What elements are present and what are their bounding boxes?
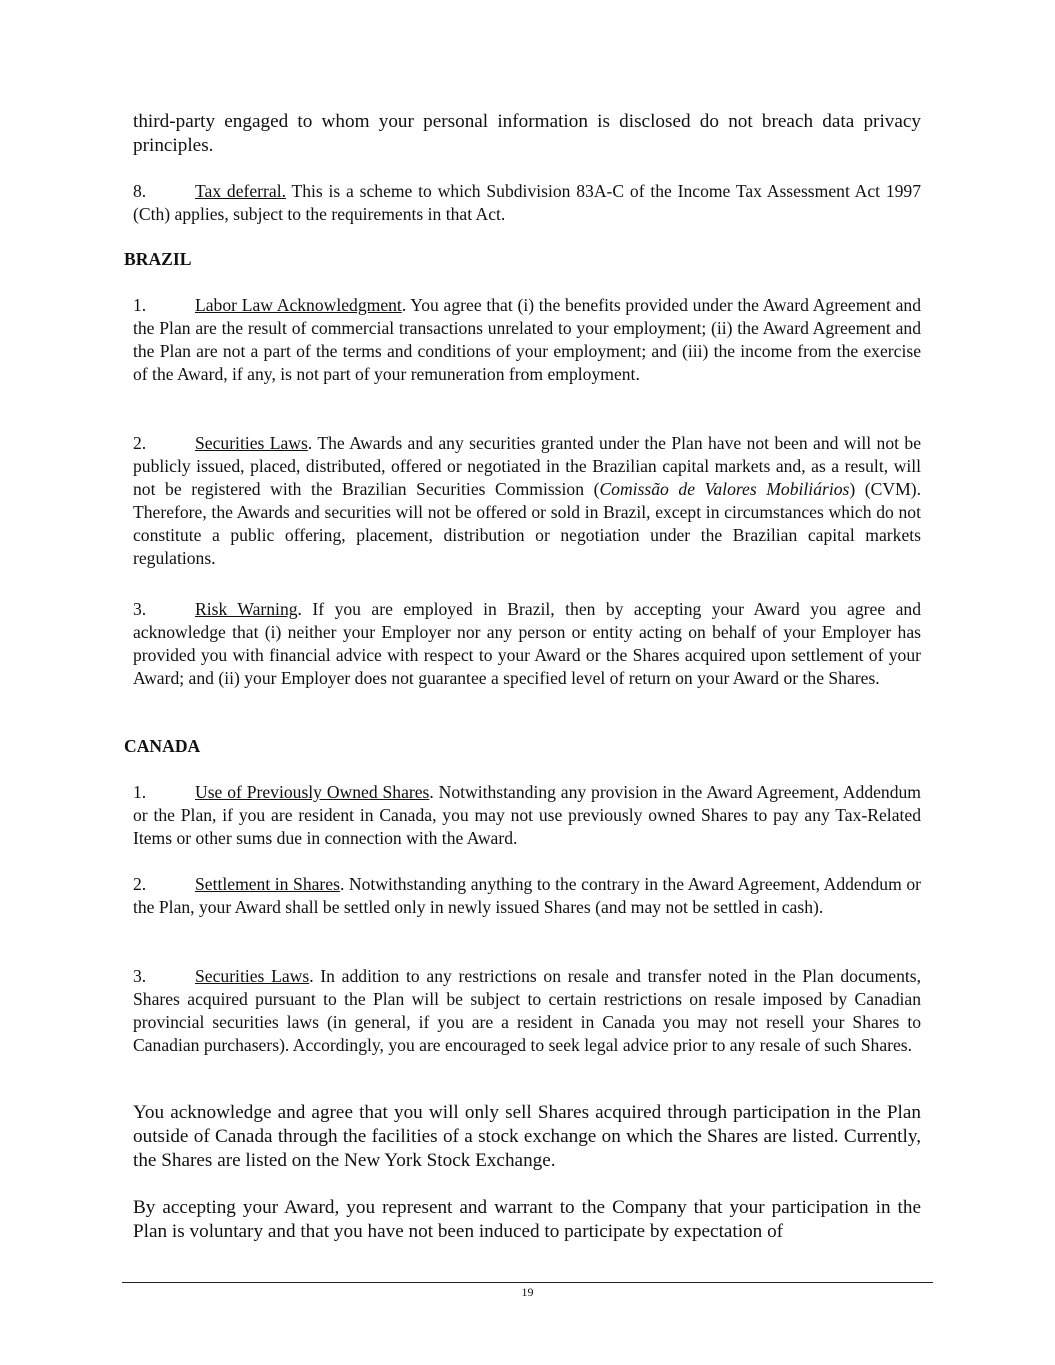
page-number: 19	[521, 1285, 534, 1299]
brazil-item-2	[133, 432, 921, 570]
brazil-heading: BRAZIL	[124, 249, 192, 269]
footer-rule	[122, 1282, 933, 1283]
section-body: . The Awards and any securities granted under the Plan have not been and will not be publicly issued, placed, distributed, offered or negotiated in the Brazilian capital markets and, as a result, will not be registered with the Brazilian Securities Commission (	[133, 433, 922, 499]
canada-item-1	[133, 781, 921, 850]
canada-acknowledge-paragraph	[133, 1101, 921, 1173]
paragraph-text: You acknowledge and agree that you will only sell Shares acquired through participation in the Plan outside of Canada through the facilities of a stock exchange on which the Shares are listed. Currently, the Shares are listed on the New York Stock Exchange.	[133, 1102, 921, 1171]
section-body: . Notwithstanding any provision in the Award Agreement, Addendum or the Plan, if you are resident in Canada, you may not use previously owned Shares to pay any Tax-Related Items or other sums due in connection with the Award.	[133, 782, 921, 848]
section-body: This is a scheme to which Subdivision 83A-C of the Income Tax Assessment Act 1997 (Cth) applies, subject to the requirements in that Act.	[133, 181, 922, 224]
tax-deferral-paragraph	[133, 180, 921, 226]
section-body: . Notwithstanding anything to the contrary in the Award Agreement, Addendum or the Plan, your Award shall be settled only in newly issued Shares (and may not be settled in cash).	[133, 874, 922, 917]
section-number: 2.	[133, 433, 147, 453]
section-title: Securities Laws	[195, 433, 308, 453]
section-title: Securities Laws	[195, 966, 310, 986]
section-number: 8.	[133, 181, 147, 201]
section-body-italic: Comissão de Valores Mobiliários	[599, 479, 850, 499]
brazil-item-1	[133, 294, 921, 386]
section-number: 3.	[133, 966, 147, 986]
section-number: 1.	[133, 295, 147, 315]
section-title: Settlement in Shares	[195, 874, 340, 894]
section-body: . You agree that (i) the benefits provided under the Award Agreement and the Plan are the result of commercial transactions unrelated to your employment; (ii) the Award Agreement and the Plan are not a part of the terms and conditions of your employment; and (iii) the income from the exercise of the Award, if any, is not part of your remuneration from employment.	[133, 295, 921, 384]
canada-heading: CANADA	[124, 736, 201, 756]
section-body: . If you are employed in Brazil, then by accepting your Award you agree and acknowledge that (i) neither your Employer nor any person or entity acting on behalf of your Employer has provided you with financial advice with respect to your Award or the Shares acquired upon settlement of your Award; and (ii) your Employer does not guarantee a specified level of return on your Award or the Shares.	[133, 599, 921, 688]
paragraph-text: By accepting your Award, you represent and warrant to the Company that your participation in the Plan is voluntary and that you have not been induced to participate by expectation of	[133, 1197, 921, 1242]
canada-accepting-paragraph	[133, 1196, 921, 1244]
section-number: 2.	[133, 874, 147, 894]
section-title: Risk Warning	[195, 599, 298, 619]
continuation-text: third-party engaged to whom your personal information is disclosed do not breach data privacy principles.	[133, 111, 921, 156]
canada-item-2	[133, 873, 921, 919]
section-body: . In addition to any restrictions on resale and transfer noted in the Plan documents, Shares acquired pursuant to the Plan will be subject to certain restrictions on resale imposed by Canadian provincial securities laws (in general, if you are a resident in Canada you may not resell your Shares to Canadian purchasers). Accordingly, you are encouraged to seek legal advice prior to any resale of such Shares.	[133, 966, 922, 1055]
section-title: Labor Law Acknowledgment	[195, 295, 402, 315]
brazil-item-3	[133, 598, 921, 690]
canada-item-3	[133, 965, 921, 1057]
section-number: 3.	[133, 599, 147, 619]
section-number: 1.	[133, 782, 147, 802]
section-title: Tax deferral.	[195, 181, 286, 201]
section-title: Use of Previously Owned Shares	[195, 782, 430, 802]
continuation-paragraph	[133, 110, 921, 158]
section-body-cont: ) (CVM). Therefore, the Awards and securities will not be offered or sold in Brazil, except in circumstances which do not constitute a public offering, placement, distribution or negotiation under the Brazilian capital markets regulations.	[133, 479, 921, 568]
